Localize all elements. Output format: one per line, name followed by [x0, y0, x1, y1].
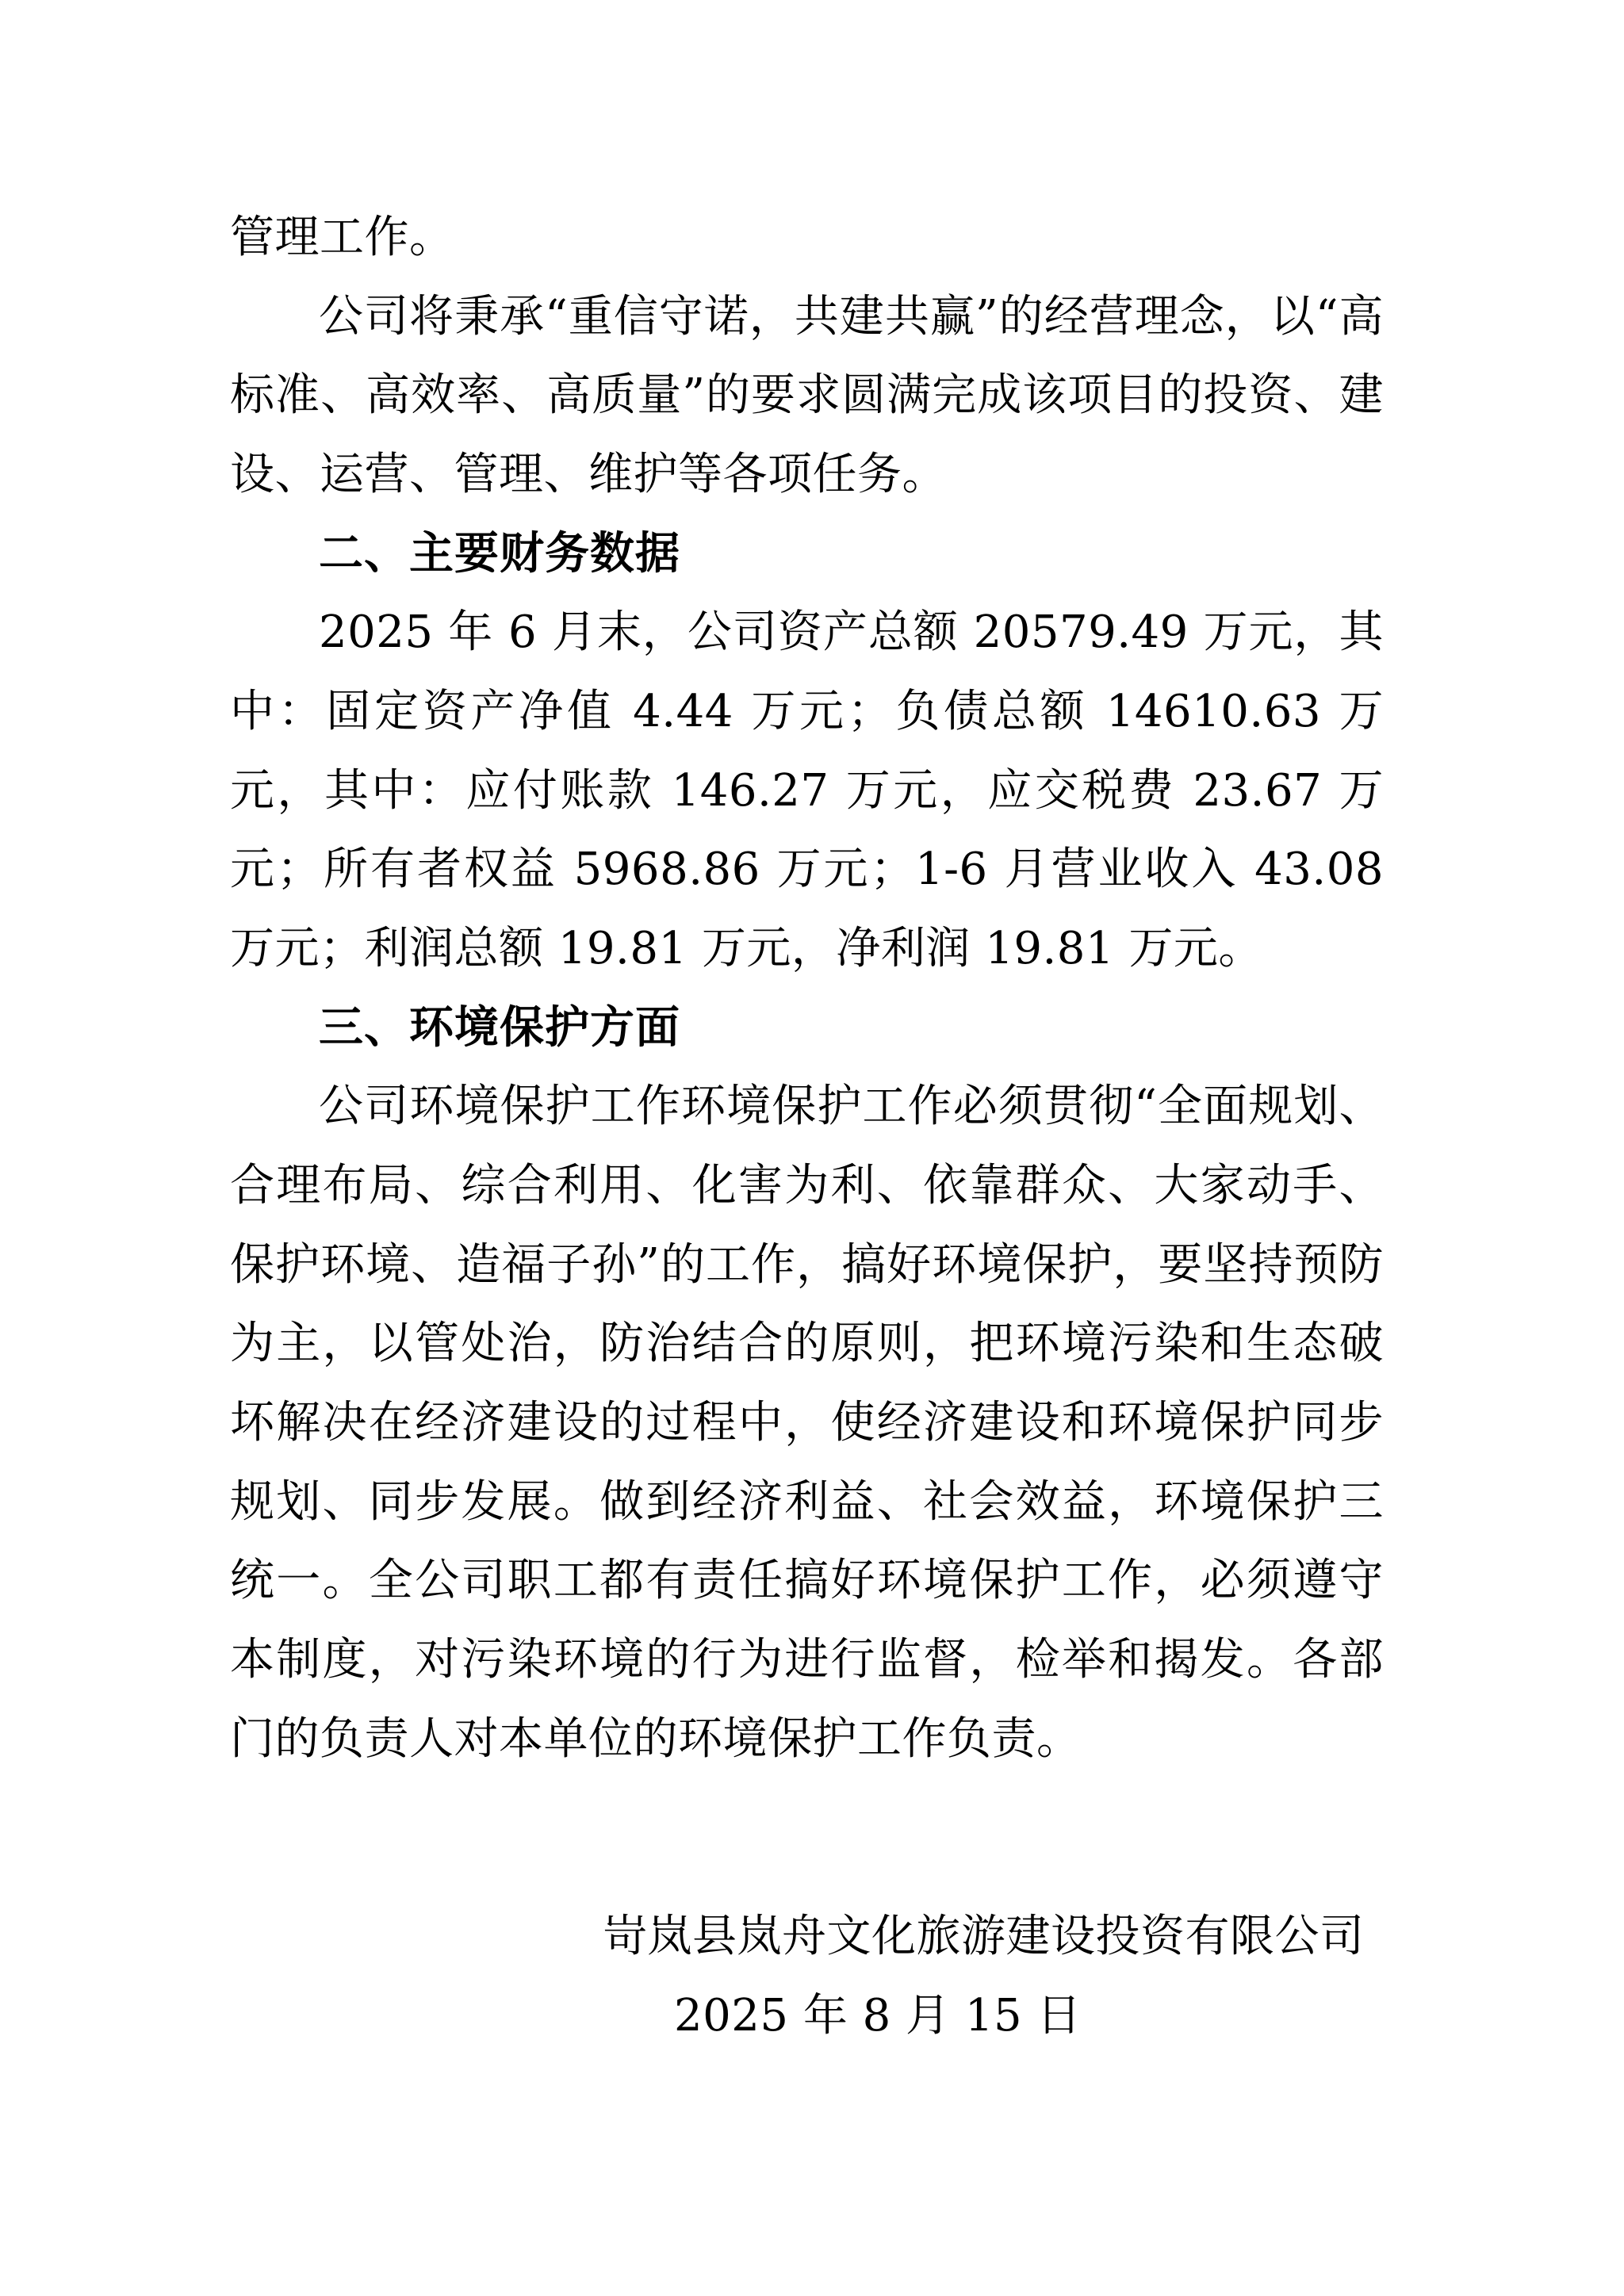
document-body [230, 198, 1384, 2056]
section-heading-financial-data: 二、主要财务数据 [319, 527, 680, 580]
paragraph-financial-data: 2025 年 6 月末，公司资产总额 20579.49 万元，其中：固定资产净值 4.44 万元；负债总额 14610.63 万元，其中：应付账款 146.27 万元，应交税费 23.67 万元；所有者权益 5968.86 万元；1-6 月营业收入 43.08 万元；利润总额 19.81 万元，净利润 19.81 万元。 [230, 607, 1384, 975]
signature-block [230, 1897, 1384, 2055]
paragraph-continued: 管理工作。 [230, 212, 454, 263]
paragraph-environmental-protection: 公司环境保护工作环境保护工作必须贯彻“全面规划、合理布局、综合利用、化害为利、依靠群众、大家动手、保护环境、造福子孙”的工作，搞好环境保护，要坚持预防为主，以管处治，防治结合的原则，把环境污染和生态破坏解决在经济建设的过程中，使经济建设和环境保护同步规划、同步发展。做到经济利益、社会效益，环境保护三统一。全公司职工都有责任搞好环境保护工作，必须遵守本制度，对污染环境的行为进行监督，检举和揭发。各部门的负责人对本单位的环境保护工作负责。 [230, 1081, 1384, 1765]
signature-date: 2025 年 8 月 15 日 [674, 1990, 1082, 2042]
section-heading-environmental-protection: 三、环境保护方面 [319, 1001, 680, 1054]
signature-company: 岢岚县岚舟文化旅游建设投资有限公司 [603, 1911, 1365, 1963]
paragraph-business-philosophy: 公司将秉承“重信守诺，共建共赢”的经营理念，以“高标准、高效率、高质量”的要求圆满完成该项目的投资、建设、运营、管理、维护等各项任务。 [230, 290, 1384, 501]
